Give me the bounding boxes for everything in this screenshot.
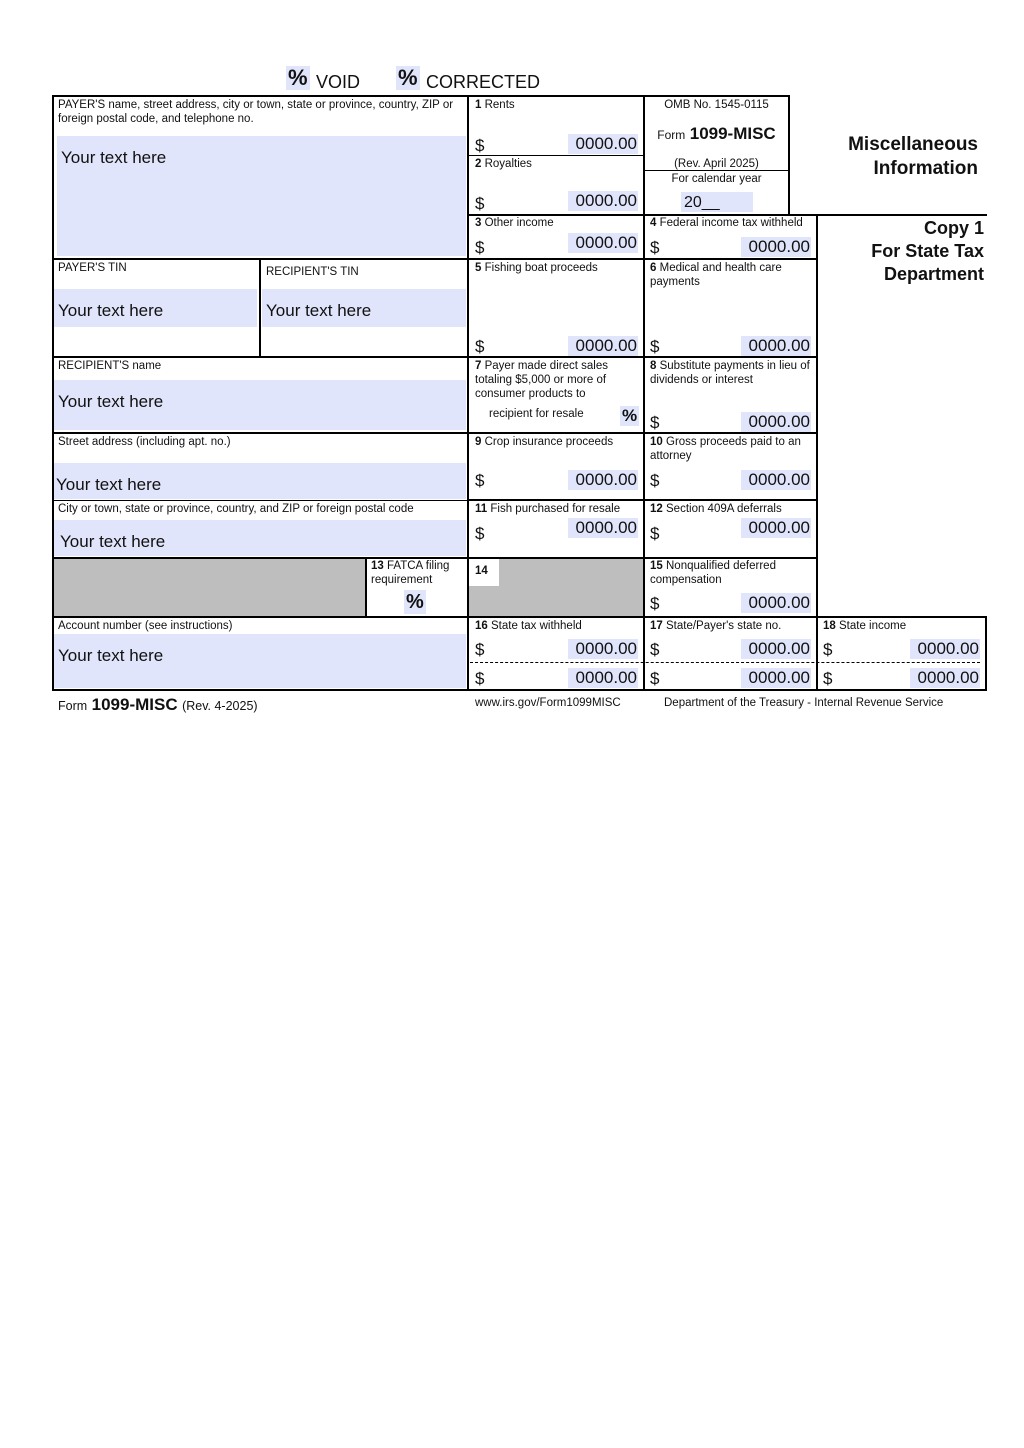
void-checkbox[interactable]: % [288,65,308,90]
box17-dollar-1: $ [650,640,660,659]
corrected-label: CORRECTED [426,72,541,92]
box7-label: 7 Payer made direct sales totaling $5,000 or more of consumer products to [475,360,608,400]
box18-amount-1[interactable]: 0000.00 [910,639,980,659]
shaded-area-left [53,558,365,616]
box9-dollar: $ [475,471,485,490]
calendar-year-input[interactable]: 20__ [684,194,720,211]
box5-label: 5 Fishing boat proceeds [475,262,598,274]
box6-label: 6 Medical and health care payments [650,262,782,288]
box17-label: 17 State/Payer's state no. [650,620,782,632]
box12-amount[interactable]: 0000.00 [741,518,811,538]
shaded-area-box14b [469,586,499,616]
box1-label: 1 Rents [475,99,515,111]
box9-label: 9 Crop insurance proceeds [475,436,614,448]
box16-amount-2[interactable]: 0000.00 [568,668,638,688]
box12-dollar: $ [650,524,660,543]
omb-number: OMB No. 1545-0115 [664,99,769,111]
form-title: Miscellaneous Information [848,134,978,179]
box1-dollar: $ [475,136,485,155]
shaded-area-box14 [499,558,643,616]
city-label: City or town, state or province, country, and ZIP or foreign postal code [58,503,414,515]
omb-form-name: Form 1099-MISC [657,124,776,143]
box15-amount[interactable]: 0000.00 [741,593,811,613]
box6-dollar: $ [650,337,660,356]
footer-url[interactable]: www.irs.gov/Form1099MISC [475,697,621,709]
payer-tin-input[interactable]: Your text here [58,301,164,320]
footer-form-name: Form 1099-MISC (Rev. 4-2025) [58,695,258,714]
copy-label: Copy 1 For State Tax Department [871,218,984,284]
box2-dollar: $ [475,194,485,213]
box4-dollar: $ [650,238,660,257]
box17-amount-1[interactable]: 0000.00 [741,639,811,659]
box3-dollar: $ [475,238,485,257]
recipient-tin-label: RECIPIENT'S TIN [266,266,359,278]
box16-label: 16 State tax withheld [475,620,582,632]
box11-label: 11 Fish purchased for resale [475,503,621,515]
payer-tin-label: PAYER'S TIN [58,262,127,274]
box18-amount-2[interactable]: 0000.00 [910,668,980,688]
box5-amount[interactable]: 0000.00 [568,336,638,356]
box15-dollar: $ [650,594,660,613]
box9-amount[interactable]: 0000.00 [568,470,638,490]
box3-amount[interactable]: 0000.00 [568,233,638,253]
box16-dollar-1: $ [475,640,485,659]
recipient-name-label: RECIPIENT'S name [58,360,162,372]
box14-label: 14 [475,565,488,577]
box10-label: 10 Gross proceeds paid to an attorney [650,436,801,462]
payer-label: PAYER'S name, street address, city or town, state or province, country, ZIP or foreign postal code, and telephone no. [58,99,454,125]
box10-amount[interactable]: 0000.00 [741,470,811,490]
box16-dollar-2: $ [475,669,485,688]
box7-checkbox[interactable]: % [622,406,638,425]
box4-amount[interactable]: 0000.00 [741,237,811,257]
box16-amount-1[interactable]: 0000.00 [568,639,638,659]
box10-dollar: $ [650,471,660,490]
recipient-tin-input[interactable]: Your text here [266,301,372,320]
box11-amount[interactable]: 0000.00 [568,518,638,538]
recipient-name-input[interactable]: Your text here [58,392,164,411]
box1-amount[interactable]: 0000.00 [568,134,638,154]
box13-checkbox[interactable]: % [406,591,424,613]
box2-label: 2 Royalties [475,158,532,170]
box8-amount[interactable]: 0000.00 [741,412,811,432]
box12-label: 12 Section 409A deferrals [650,503,782,515]
box18-dollar-2: $ [823,669,833,688]
box11-dollar: $ [475,524,485,543]
box15-label: 15 Nonqualified deferred compensation [650,560,776,586]
box8-dollar: $ [650,413,660,432]
footer-department: Department of the Treasury - Internal Revenue Service [664,697,944,709]
corrected-checkbox[interactable]: % [398,65,418,90]
city-input[interactable]: Your text here [60,532,166,551]
box18-label: 18 State income [823,620,907,632]
void-label: VOID [316,72,361,92]
box17-amount-2[interactable]: 0000.00 [741,668,811,688]
box13-label: 13 FATCA filing requirement [371,560,450,586]
payer-input[interactable]: Your text here [61,148,167,167]
omb-rev: (Rev. April 2025) [674,158,759,170]
box18-dollar-1: $ [823,640,833,659]
street-label: Street address (including apt. no.) [58,436,231,448]
account-input[interactable]: Your text here [58,646,164,665]
calendar-year-label: For calendar year [671,173,762,185]
box3-label: 3 Other income [475,217,554,229]
box6-amount[interactable]: 0000.00 [741,336,811,356]
box7-label-2: recipient for resale [489,408,584,420]
box8-label: 8 Substitute payments in lieu of dividends or interest [650,360,810,386]
box17-dollar-2: $ [650,669,660,688]
street-input[interactable]: Your text here [56,475,162,494]
box5-dollar: $ [475,337,485,356]
box2-amount[interactable]: 0000.00 [568,191,638,211]
box4-label: 4 Federal income tax withheld [650,217,803,229]
account-label: Account number (see instructions) [58,620,233,632]
